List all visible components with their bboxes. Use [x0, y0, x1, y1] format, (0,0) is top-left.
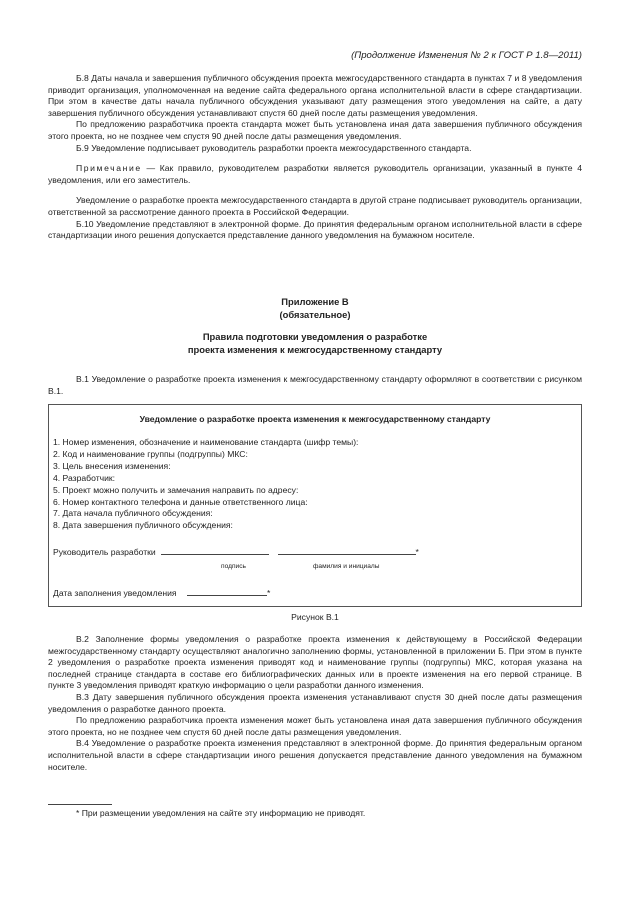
form-item: 2. Код и наименование группы (подгруппы) МКС: [53, 448, 248, 459]
form-item: 6. Номер контактного телефона и данные ответственного лица: [53, 496, 308, 507]
appendix-heading-line2: проекта изменения к межгосударственному стандарту [187, 343, 443, 355]
paragraph-v4: В.4 Уведомление о разработке проекта изменения представляют в электронной форме. До принятия федеральным органом исполнительной власти в сфере стандартизации иного решения допускается представление данного уведомления на бумажном носителе. [48, 738, 582, 772]
paragraph-v2: В.2 Заполнение формы уведомления о разработке проекта изменения к действующему в Российской Федерации межгосударственному стандарту осуществляют аналогично заполнению формы, установленной в приложении Б. При этом в пункте 2 уведомления о разработке проекта изменения приводят код и наименование группы (подгруппы) МКС, которая указана на последней странице стандарта в составе его библиографических данных или в проекте изменения на его первой странице. В пункте 3 уведомления приводят краткую информацию о цели разработки данного изменения. [48, 634, 582, 691]
page-header: (Продолжение Изменения № 2 к ГОСТ Р 1.8—2011) [351, 50, 582, 61]
footnote-separator [48, 804, 112, 805]
form-item: 7. Дата начала публичного обсуждения: [53, 508, 213, 519]
form-item: 8. Дата завершения публичного обсуждения: [53, 520, 233, 531]
date-asterisk: * [266, 588, 271, 598]
paragraph-b9: Б.9 Уведомление подписывает руководитель разработки проекта межгосударственного стандарта. [76, 142, 472, 153]
signer-row [53, 545, 419, 559]
form-item: 1. Номер изменения, обозначение и наименование стандарта (шифр темы): [53, 437, 359, 447]
note-text: — Как правило, руководителем разработки является руководитель организации, указанный в пункте 4 уведомления, или его заместитель. [48, 163, 582, 185]
paragraph-v3: В.3 Дату завершения публичного обсуждения проекта изменения устанавливают спустя 30 дней после даты размещения уведомления о разработке данного проекта. [48, 691, 582, 714]
figure-caption: Рисунок В.1 [291, 612, 339, 622]
signer-label: Руководитель разработки [53, 547, 156, 557]
form-title: Уведомление о разработке проекта изменения к межгосударственному стандарту [139, 414, 491, 424]
footnote: * При размещении уведомления на сайте эту информацию не приводят. [76, 808, 366, 818]
notification-form-figure [48, 404, 582, 607]
appendix-heading-line1: Правила подготовки уведомления о разработке [202, 331, 428, 342]
paragraph-v3-2: По предложению разработчика проекта изменения может быть установлена иная дата завершения публичного обсуждения этого проекта, но не позднее чем спустя 60 дней после даты размещения уведомления. [48, 715, 582, 737]
appendix-heading [48, 296, 582, 356]
appendix-title: Приложение В [281, 296, 349, 307]
note [48, 163, 582, 186]
form-item: 4. Разработчик: [53, 472, 116, 483]
paragraph-b9-2: Уведомление о разработке проекта межгосударственного стандарта в другой стране подписывает руководитель организации, ответственной за рассмотрение данного проекта в Российской Федерации. [48, 195, 582, 217]
name-line [278, 545, 416, 555]
form-item: 5. Проект можно получить и замечания направить по адресу: [53, 484, 299, 495]
appendix-status: (обязательное) [279, 308, 351, 320]
date-line [187, 586, 267, 596]
paragraph-b10: Б.10 Уведомление представляют в электронной форме. До принятия федеральным органом исполнительной власти в сфере стандартизации иного решения допускается представление данного уведомления на бумажном носителе. [48, 218, 582, 241]
name-caption: фамилия и инициалы [313, 563, 380, 570]
signature-line [161, 545, 269, 555]
paragraph-b8-2: По предложению разработчика проекта стандарта может быть установлена иная дата завершения публичного обсуждения этого проекта, но не позднее чем спустя 90 дней после даты размещения уведомления. [48, 119, 582, 141]
section-b-continued [48, 73, 582, 242]
section-v-paragraphs [48, 634, 582, 773]
form-items [53, 437, 358, 532]
date-row [53, 586, 270, 600]
paragraph-b8: Б.8 Даты начала и завершения публичного обсуждения проекта межгосударственного стандарта в пунктах 7 и 8 уведомления приводит организация, уполномоченная на ведение сайта федерального органа исполнительной власти в сфере стандартизации. При этом в качестве даты начала публичного обсуждения указывают дату размещения этого уведомления на сайте, а дату завершения публичного обсуждения устанавливают спустя 60 дней после даты размещения уведомления. [48, 73, 582, 118]
form-item: 3. Цель внесения изменения: [53, 460, 171, 471]
signer-asterisk: * [415, 547, 419, 557]
signature-caption: подпись [221, 563, 246, 570]
note-label: Примечание [76, 163, 142, 174]
paragraph-v1: В.1 Уведомление о разработке проекта изменения к межгосударственному стандарту оформляют в соответствии с рисунком В.1. [48, 374, 582, 396]
date-label: Дата заполнения уведомления [53, 588, 177, 598]
